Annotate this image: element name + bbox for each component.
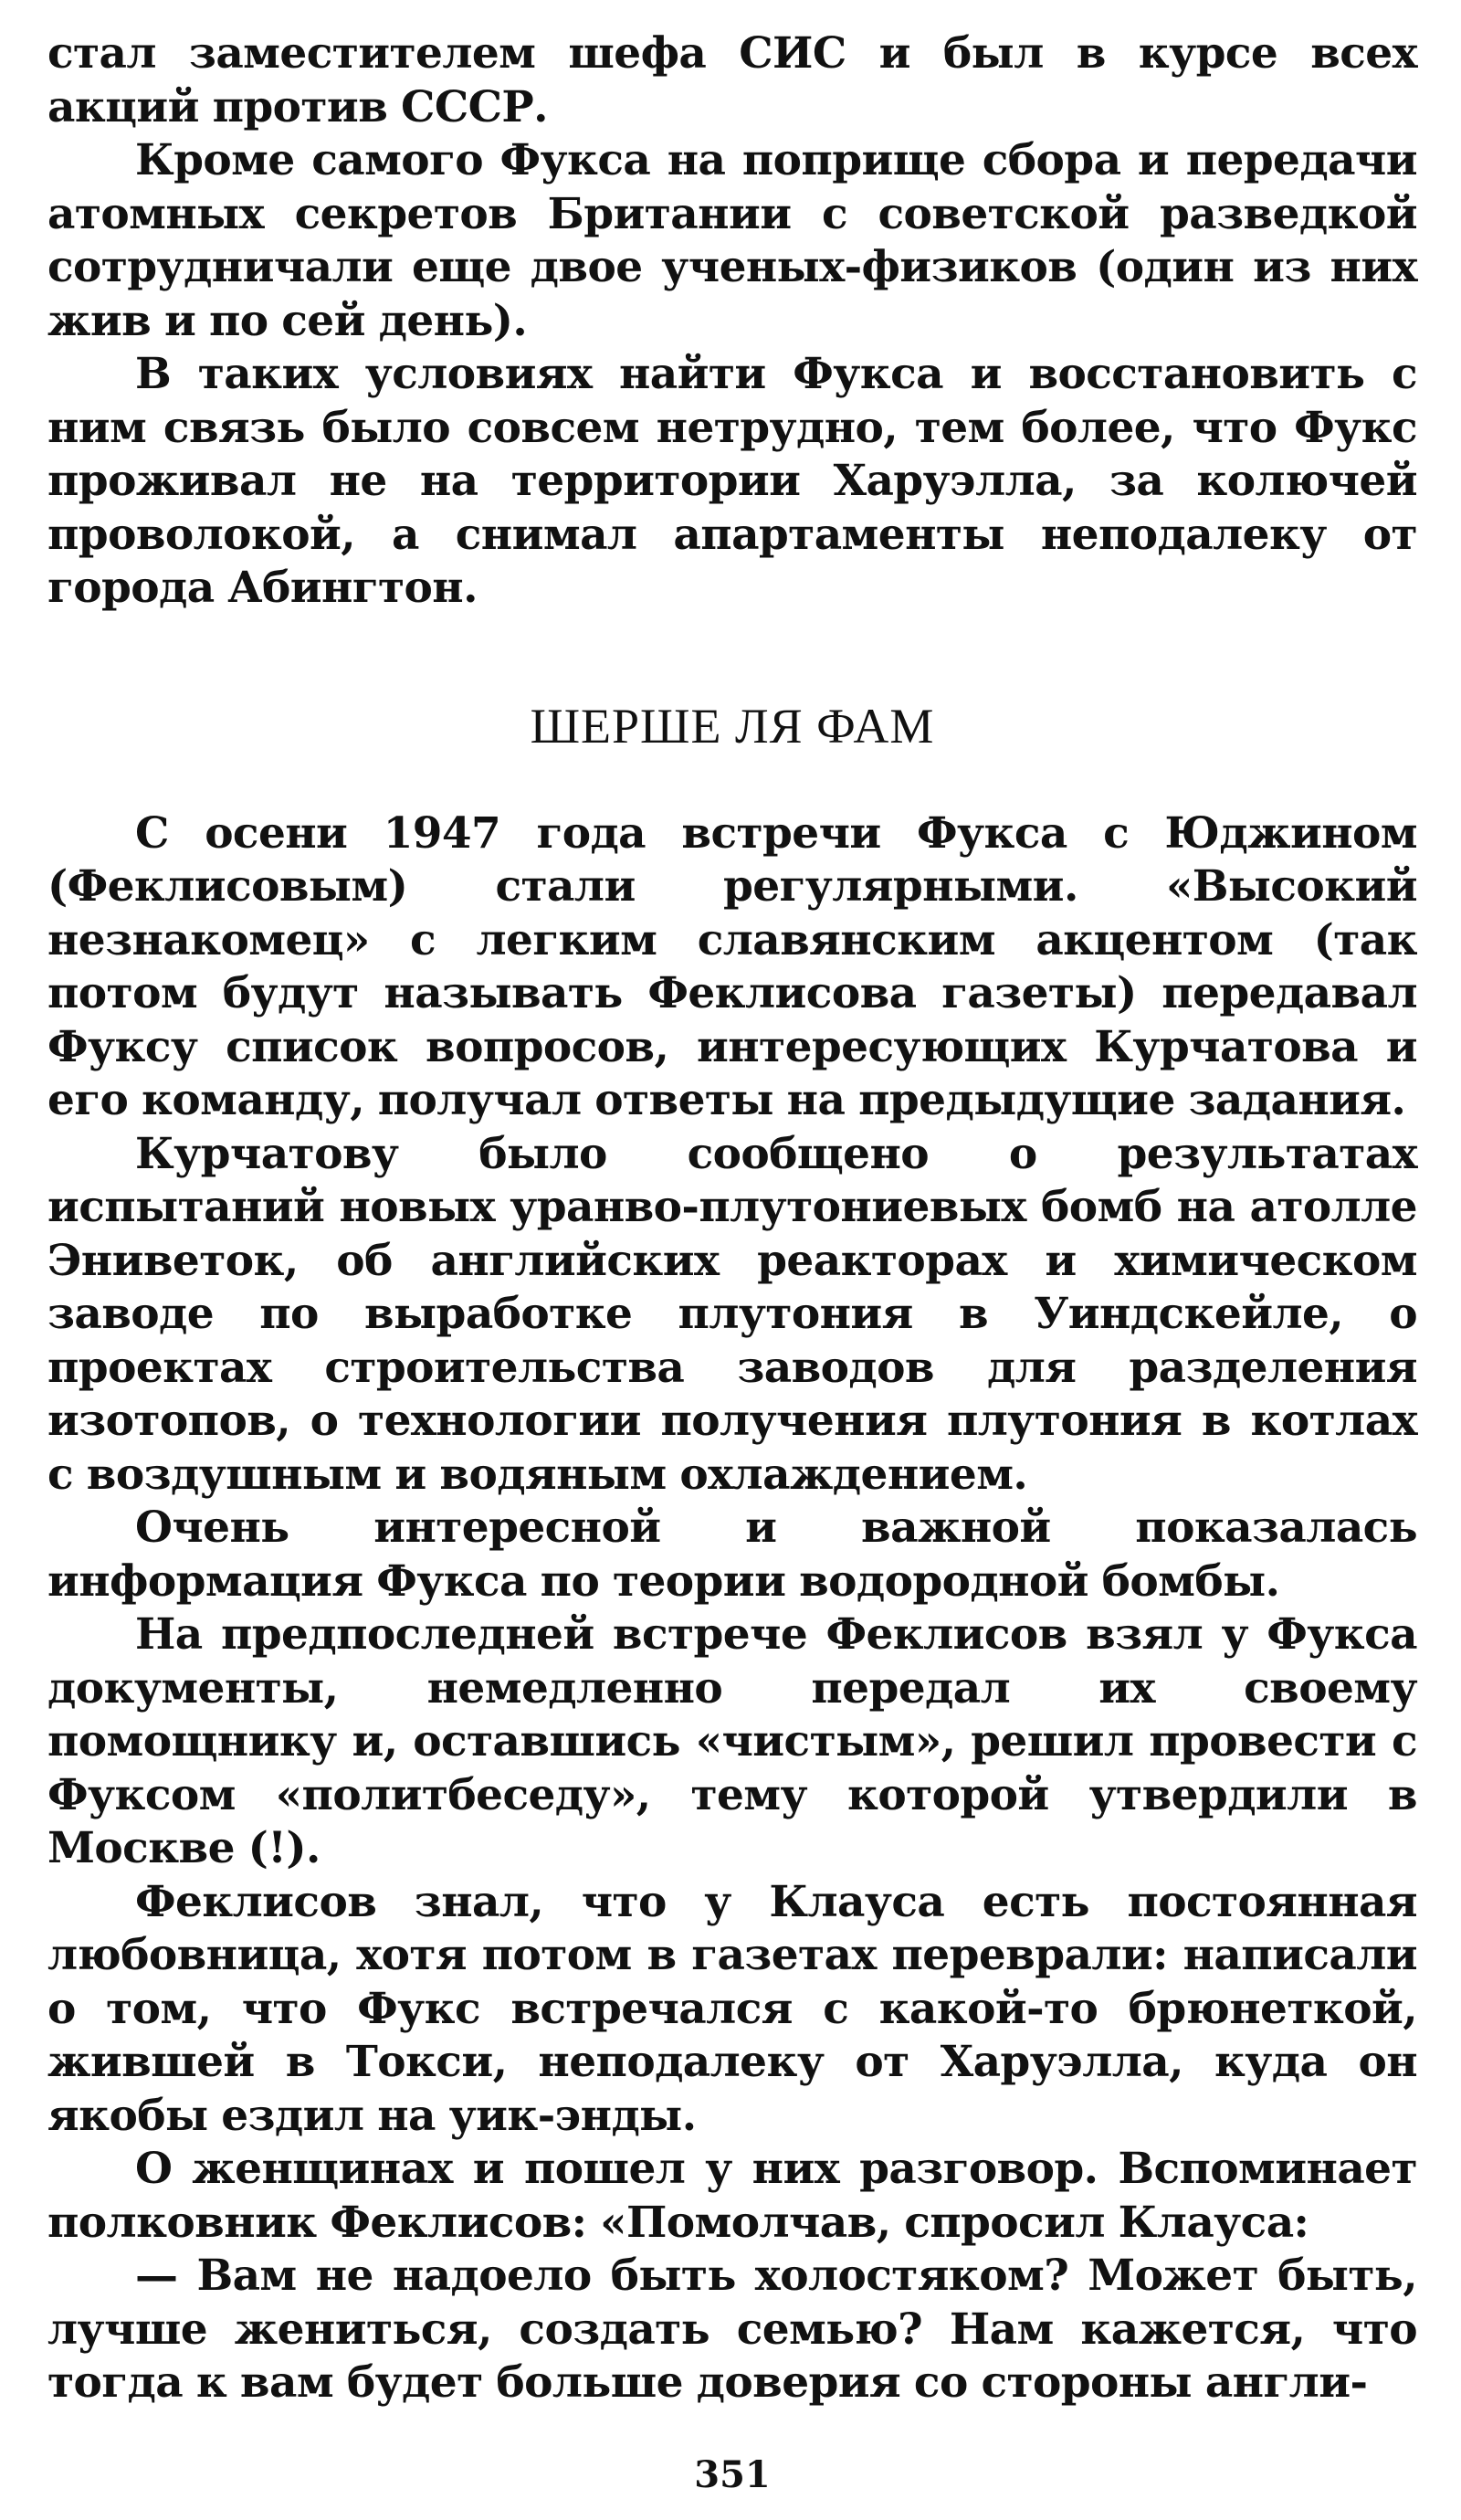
intro-text xyxy=(47,27,1417,616)
paragraph: Очень интересной и важной показалась информация Фукса по теории водородной бомбы. xyxy=(47,1503,1417,1607)
book-page xyxy=(47,27,1417,2494)
paragraph: В таких условиях найти Фукса и восстановить с ним связь было совсем нетрудно, тем более, что Фукс проживал не на территории Харуэлла, за колючей проволокой, а снимал апартаменты неподалеку от города Абингтон. xyxy=(47,349,1417,613)
paragraph: — Вам не надоело быть холостяком? Может быть, лучше жениться, создать семью? Нам кажется, что тогда к вам будет больше доверия со стороны англи- xyxy=(47,2251,1417,2408)
page-number: 351 xyxy=(694,2453,771,2496)
paragraph: Курчатову было сообщено о результатах испытаний новых уранво-плутониевых бомб на атолле Эниветок, об английских реакторах и химическом заводе по выработке плутония в Уиндскейле, о проектах строительства заводов для разделения изотопов, о технологии получения плутония в котлах с воздушным и водяным охлаждением. xyxy=(47,1128,1417,1500)
paragraph: Кроме самого Фукса на поприще сбора и передачи атомных секретов Британии с советской разведкой сотрудничали еще двое ученых-физиков (один из них жив и по сей день). xyxy=(47,135,1417,346)
paragraph: На предпоследней встрече Феклисов взял у Фукса документы, немедленно передал их своему помощнику и, оставшись «чистым», решил провести с Фуксом «политбеседу», тему которой утвердили в Москве (!). xyxy=(47,1609,1417,1873)
paragraph: стал заместителем шефа СИС и был в курсе всех акций против СССР. xyxy=(47,28,1417,132)
section-body xyxy=(47,807,1417,2410)
section-heading: ШЕРШЕ ЛЯ ФАМ xyxy=(530,698,935,754)
paragraph: С осени 1947 года встречи Фукса с Юджином (Феклисовым) стали регулярными. «Высокий незнакомец» с легким славянским акцентом (так потом будут называть Феклисова газеты) передавал Фуксу список вопросов, интересующих Курчатова и его команду, получал ответы на предыдущие задания. xyxy=(47,807,1417,1125)
paragraph: Феклисов знал, что у Клауса есть постоянная любовница, хотя потом в газетах переврали: написали о том, что Фукс встречался с какой-то брюнеткой, жившей в Токси, неподалеку от Харуэлла, куда он якобы ездил на уик-энды. xyxy=(47,1876,1417,2141)
paragraph: О женщинах и пошел у них разговор. Вспоминает полковник Феклисов: «Помолчав, спросил Клауса: xyxy=(47,2144,1417,2248)
